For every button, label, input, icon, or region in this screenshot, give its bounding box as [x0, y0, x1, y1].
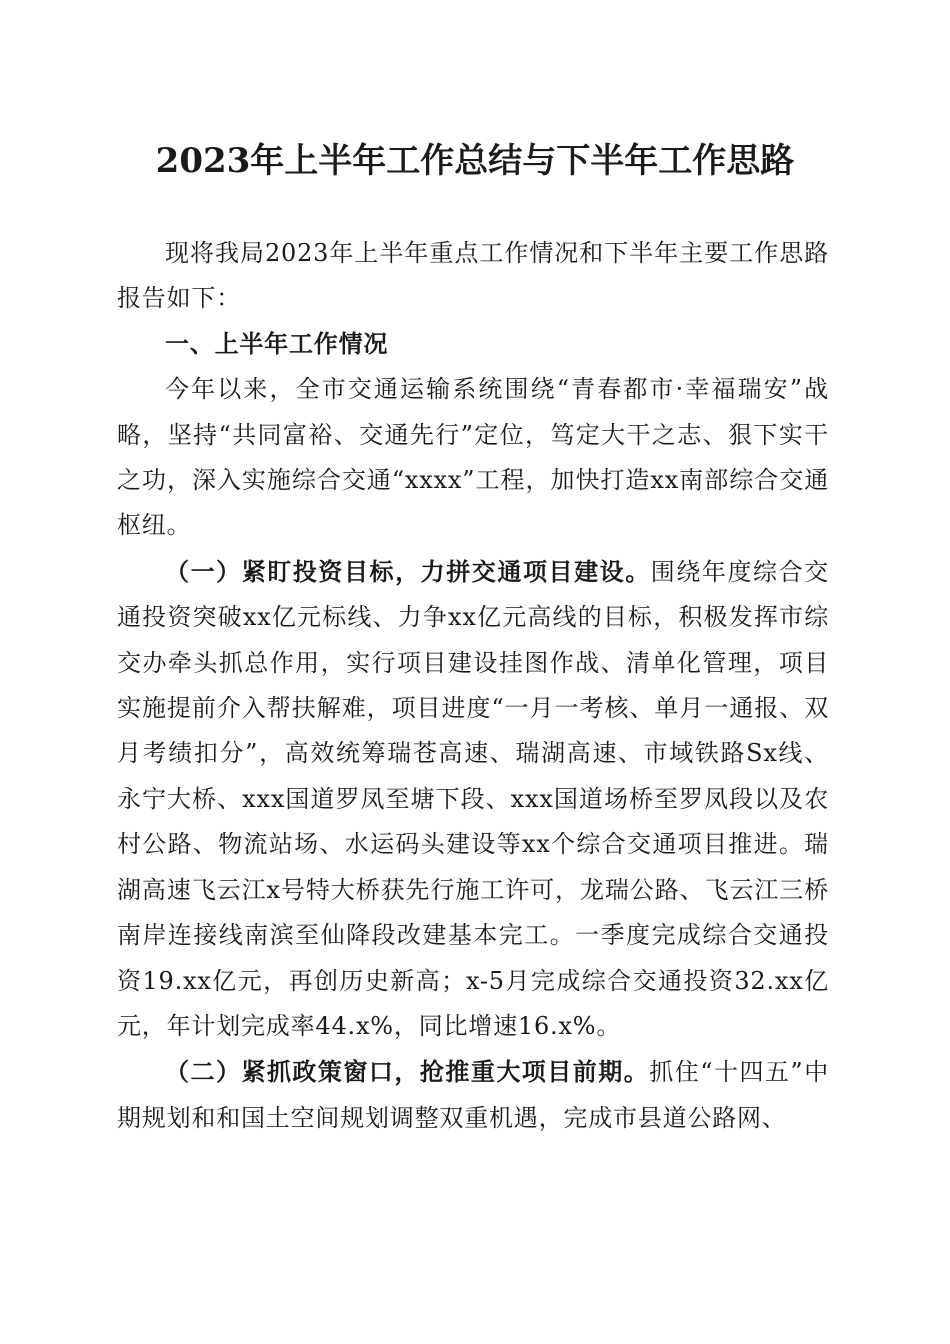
item-2-text: 抓住“十四五”中期规划和和国土空间规划调整双重机遇，完成市县道公路网、 [117, 1058, 829, 1132]
item-2-lead: （二）紧抓政策窗口，抢推重大项目前期。 [165, 1057, 650, 1087]
overview-paragraph: 今年以来，全市交通运输系统围绕“青春都市·幸福瑞安”战略，坚持“共同富裕、交通先行”定位，笃定大干之志、狠下实干之功，深入实施综合交通“xxxx”工程，加快打造xx南部综合交通枢纽。 [117, 375, 829, 540]
document-body [117, 231, 829, 1141]
item-1-text: 围绕年度综合交通投资突破xx亿元标线、力争xx亿元高线的目标，积极发挥市综交办牵头抓总作用，实行项目建设挂图作战、清单化管理，项目实施提前介入帮扶解难，项目进度“一月一考核、单月一通报、双月考绩扣分”，高效统筹瑞苍高速、瑞湖高速、市域铁路Sx线、永宁大桥、xxx国道罗凤至塘下段、xxx国道场桥至罗凤段以及农村公路、物流站场、水运码头建设等xx个综合交通项目推进。瑞湖高速飞云江x号特大桥获先行施工许可，龙瑞公路、飞云江三桥南岸连接线南滨至仙降段改建基本完工。一季度完成综合交通投资19.xx亿元，再创历史新高；x-5月完成综合交通投资32.xx亿元，年计划完成率44.x%，同比增速16.x%。 [117, 557, 829, 1040]
item-1-lead: （一）紧盯投资目标，力拼交通项目建设。 [165, 556, 651, 586]
item-paragraph-2 [117, 1049, 829, 1141]
section-heading: 一、上半年工作情况 [165, 329, 389, 358]
intro-paragraph: 现将我局2023年上半年重点工作情况和下半年主要工作思路报告如下： [117, 239, 829, 313]
document-title: 2023年上半年工作总结与下半年工作思路 [155, 141, 795, 181]
item-paragraph-1 [117, 549, 829, 1049]
